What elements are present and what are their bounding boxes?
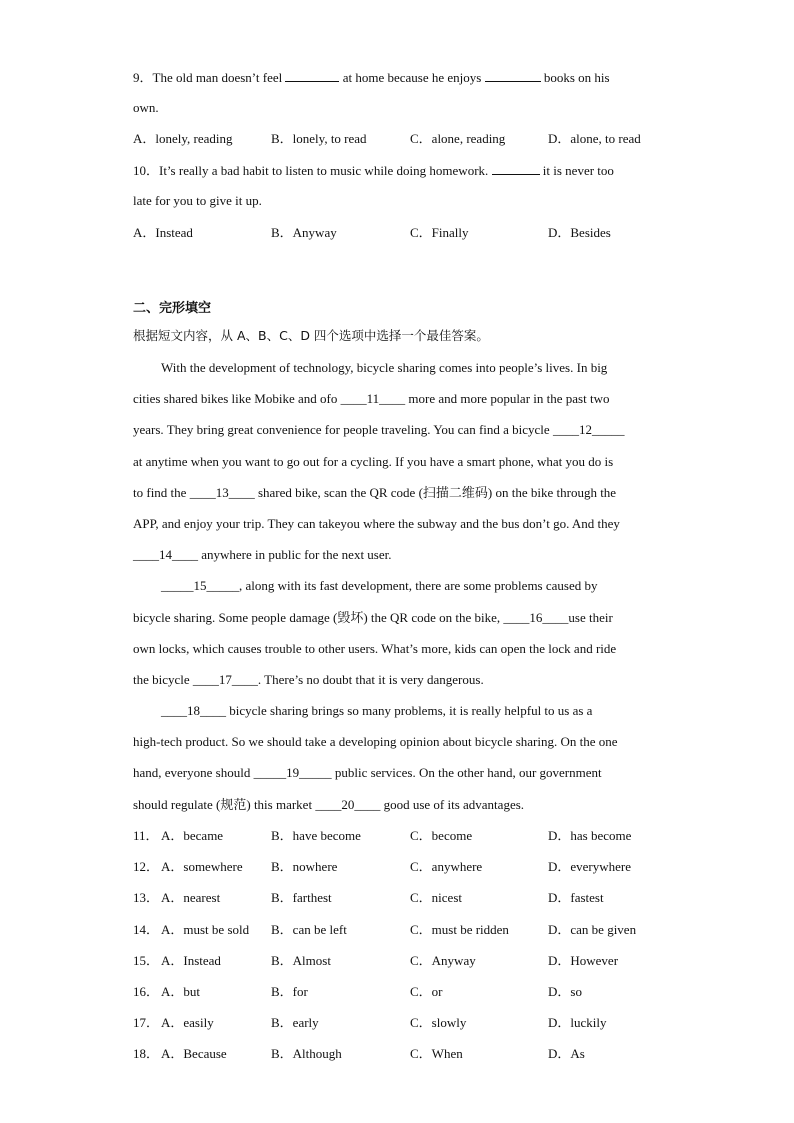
option-d: D．However (548, 953, 619, 968)
option-a: A．easily (161, 1015, 214, 1030)
option-d: D．has become (548, 828, 632, 843)
option-d: D．As (548, 1046, 585, 1061)
answer-row-16 (133, 984, 693, 1000)
passage-text: anywhere in public for the next user. (198, 547, 392, 562)
passage-text: , along with its fast development, there are some problems caused by (239, 578, 598, 593)
passage-text: bicycle sharing. Some people damage (毁坏) the QR code on the bike, (133, 610, 504, 625)
passage-text: years. They bring great convenience for people traveling. You can find a bicycle (133, 422, 553, 437)
answer-row-11 (133, 828, 693, 844)
section-heading: 二、完形填空 (133, 301, 212, 316)
option-c: C．When (410, 1046, 463, 1061)
question-10-options (133, 225, 693, 241)
blank-15: _____15_____ (161, 578, 239, 593)
passage-line-8 (161, 578, 597, 594)
passage-text: the bicycle (133, 672, 193, 687)
passage-text: shared bike, scan the QR code (扫描二维码) on the bike through the (254, 485, 617, 500)
question-9-text-a: 9．The old man doesn’t feel (133, 70, 286, 85)
passage-text: public services. On the other hand, our government (331, 765, 602, 780)
option-a: A．nearest (161, 890, 221, 905)
passage-line-12 (161, 703, 592, 719)
question-10-text-a: 10．It’s really a bad habit to listen to music while doing homework. (133, 163, 492, 178)
option-b: B．farthest (271, 890, 332, 905)
passage-text: good use of its advantages. (380, 797, 525, 812)
option-b: B．have become (271, 828, 361, 843)
question-number: 13． (133, 890, 160, 905)
question-number: 18． (133, 1046, 160, 1061)
passage-line-2 (133, 391, 609, 407)
answer-row-13 (133, 890, 693, 906)
option-d: D．luckily (548, 1015, 607, 1030)
passage-line-9 (133, 610, 613, 626)
option-a: A．became (161, 828, 224, 843)
question-number: 12． (133, 859, 160, 874)
option-c: C．anywhere (410, 859, 483, 874)
blank-18: ____18____ (161, 703, 226, 718)
passage-text: more and more popular in the past two (405, 391, 610, 406)
passage-text: cities shared bikes like Mobike and ofo (133, 391, 341, 406)
question-number: 11． (133, 828, 159, 843)
passage-line-1: With the development of technology, bicycle sharing comes into people’s lives. In big (161, 360, 608, 375)
answer-row-17 (133, 1015, 693, 1031)
passage-line-5 (133, 485, 616, 501)
question-9-blank-1 (285, 69, 339, 82)
option-c: C．must be ridden (410, 922, 509, 937)
answer-row-18 (133, 1046, 693, 1062)
option-c: C．nicest (410, 890, 462, 905)
blank-12: ____12_____ (552, 422, 625, 437)
option-c: C．slowly (410, 1015, 467, 1030)
option-a: A．somewhere (161, 859, 243, 874)
option-b: B．nowhere (271, 859, 338, 874)
question-9-text-c: books on his (540, 70, 610, 85)
option-b: B．can be left (271, 922, 347, 937)
option-b: B．Almost (271, 953, 331, 968)
option-d: D．fastest (548, 890, 604, 905)
passage-line-11 (133, 672, 484, 688)
option-c: C．or (410, 984, 443, 999)
option-b: B．Although (271, 1046, 342, 1061)
question-number: 15． (133, 953, 160, 968)
passage-line-13: high-tech product. So we should take a developing opinion about bicycle sharing. On the one (133, 734, 618, 749)
passage-text: . There’s no doubt that it is very dangerous. (257, 672, 484, 687)
question-number: 16． (133, 984, 160, 999)
blank-11: ____11____ (340, 391, 406, 406)
passage-line-14 (133, 765, 602, 781)
passage-line-3 (133, 422, 624, 438)
option-c: C．become (410, 828, 473, 843)
passage-line-6: APP, and enjoy your trip. They can takeyou where the subway and the bus don’t go. And they (133, 516, 620, 531)
option-a: A．must be sold (161, 922, 250, 937)
blank-19: _____19_____ (253, 765, 332, 780)
question-10-line-2: late for you to give it up. (133, 193, 262, 208)
question-number: 14． (133, 922, 160, 937)
question-10-blank (492, 162, 540, 175)
option-d: D．Besides (548, 225, 611, 240)
question-10-line-1 (133, 162, 614, 179)
passage-text: bicycle sharing brings so many problems, it is really helpful to us as a (226, 703, 593, 718)
option-c: C．Anyway (410, 953, 476, 968)
answer-row-15 (133, 953, 693, 969)
question-number: 17． (133, 1015, 160, 1030)
option-a: A．Instead (133, 225, 193, 240)
option-b: B．Anyway (271, 225, 337, 240)
blank-13: ____13____ (189, 485, 255, 500)
passage-line-15 (133, 797, 524, 813)
option-b: B．early (271, 1015, 319, 1030)
option-b: B．lonely, to read (271, 131, 367, 146)
question-9-options (133, 131, 693, 147)
question-9-blank-2 (485, 69, 541, 82)
option-c: C．Finally (410, 225, 469, 240)
passage-text: should regulate (规范) this market (133, 797, 316, 812)
option-a: A．but (161, 984, 201, 999)
passage-line-4: at anytime when you want to go out for a cycling. If you have a smart phone, what you do is (133, 454, 614, 469)
option-d: D．can be given (548, 922, 637, 937)
blank-17: ____17____ (192, 672, 258, 687)
option-c: C．alone, reading (410, 131, 506, 146)
passage-text: use their (568, 610, 613, 625)
blank-16: ____16____ (503, 610, 569, 625)
option-b: B．for (271, 984, 308, 999)
passage-line-10: own locks, which causes trouble to other users. What’s more, kids can open the lock and ride (133, 641, 617, 656)
section-instruction: 根据短文内容，从 A、B、C、D 四个选项中选择一个最佳答案。 (133, 328, 489, 343)
passage-text: to find the (133, 485, 190, 500)
option-d: D．everywhere (548, 859, 632, 874)
option-d: D．so (548, 984, 582, 999)
blank-14: ____14____ (133, 547, 198, 562)
answer-row-12 (133, 859, 693, 875)
option-a: A．Instead (161, 953, 221, 968)
passage-line-7 (133, 547, 392, 563)
question-10-text-b: it is never too (539, 163, 614, 178)
question-9-line-2: own. (133, 100, 159, 115)
option-a: A．Because (161, 1046, 227, 1061)
question-9-line-1 (133, 69, 610, 86)
option-d: D．alone, to read (548, 131, 641, 146)
option-a: A．lonely, reading (133, 131, 233, 146)
blank-20: ____20____ (315, 797, 381, 812)
passage-text: hand, everyone should (133, 765, 254, 780)
question-9-text-b: at home because he enjoys (339, 70, 485, 85)
answer-row-14 (133, 922, 693, 938)
